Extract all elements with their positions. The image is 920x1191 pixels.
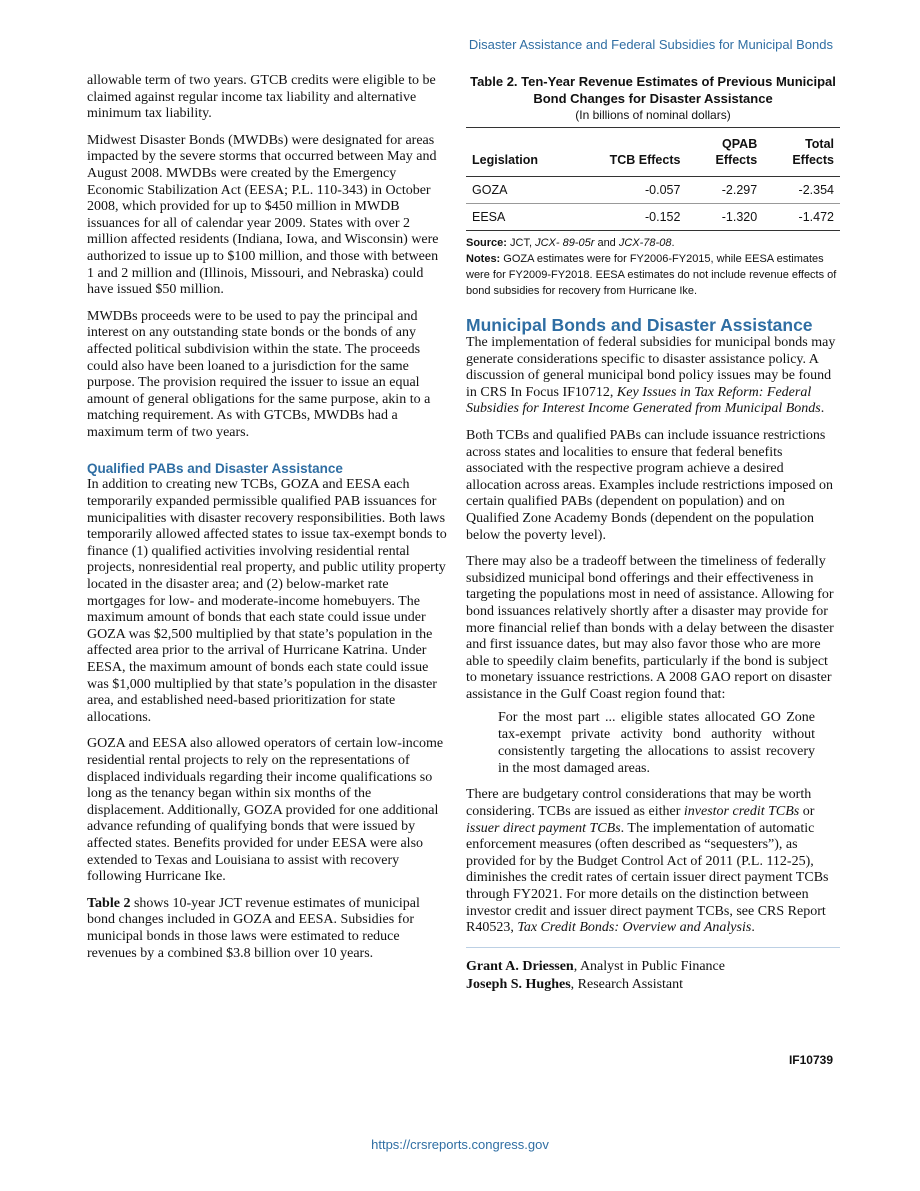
left-column xyxy=(87,73,447,972)
column-header: Total Effects xyxy=(763,128,840,177)
section-heading: Municipal Bonds and Disaster Assistance xyxy=(466,315,813,335)
author-line: Grant A. Driessen, Analyst in Public Finance xyxy=(466,958,725,974)
document-id: IF10739 xyxy=(788,1053,833,1067)
paragraph-text: shows 10-year JCT revenue estimates of municipal bond changes included in GOZA and EESA. Subsidies for municipal bonds in those laws were estimated to reduce revenues by a combined $3.8 billion over 10 years. xyxy=(87,895,420,961)
revenue-table-block xyxy=(466,73,840,299)
paragraph: GOZA and EESA also allowed operators of certain low-income residential rental projects to rely on the representations of displaced individuals regarding their income qualifications so long as the tenancy began within six months of the displacement. Additionally, GOZA provided for one additional advance refunding of qualifying bonds that were issued by affected states. Benefits provided for under EESA were also extended to Texas and Louisiana to assist with recovery following Hurricane Ike. xyxy=(87,736,444,885)
paragraph: There may also be a tradeoff between the timeliness of federally subsidized municipal bond offerings and their effectiveness in targeting the populations most in need of assistance. Allowing for bond issuances relatively shortly after a disaster may provide for more financial relief than bonds with a delay between the disaster and first issuance dates, but may also favor those who are more able to speedily claim benefits, particularly if the bond is subject to monetary issuance restrictions. A 2008 GAO report on disaster assistance in the Gulf Coast region found that: xyxy=(466,554,834,702)
running-header: Disaster Assistance and Federal Subsidies for Municipal Bonds xyxy=(468,37,833,52)
block-quote: For the most part ... eligible states allocated GO Zone tax-exempt private activity bond authority without consistently targeting the allocations to assist recovery in the most damaged areas. xyxy=(498,710,815,777)
table-cell: -0.057 xyxy=(568,177,686,204)
paragraph xyxy=(87,896,447,962)
table-notes: Notes: GOZA estimates were for FY2006-FY2015, while EESA estimates were for FY2009-FY2018. EESA estimates do not include revenue effects of bond subsidies for recovery from Hurricane Ike. xyxy=(466,253,837,297)
table-header-row xyxy=(466,128,840,177)
table-cell: -1.472 xyxy=(798,210,834,224)
table-cell: -2.354 xyxy=(763,177,840,204)
paragraph: allowable term of two years. GTCB credits were eligible to be claimed against regular income tax liability and alternative minimum tax liability. xyxy=(87,73,436,122)
author-divider xyxy=(466,947,840,948)
table-cell: EESA xyxy=(472,210,506,224)
column-header: QPAB Effects xyxy=(686,128,763,177)
table-cell: -1.320 xyxy=(721,210,758,224)
table-title: Table 2. Ten-Year Revenue Estimates of Previous Municipal Bond Changes for Disaster Assistance xyxy=(470,74,836,106)
revenue-table xyxy=(466,127,840,231)
paragraph: There are budgetary control considerations that may be worth considering. TCBs are issued as either investor credit TCBs or issuer direct payment TCBs. The implementation of automatic enforcement measures (often described as “sequesters”), as provided for by the Budget Control Act of 2011 (P.L. 112-25), diminishes the credit rates of certain issuer direct payment TCBs through FY2021. For more details on the distinction between investor credit and issuer direct payment TCBs, see CRS Report R40523, Tax Credit Bonds: Overview and Analysis. xyxy=(466,787,829,936)
table-row xyxy=(466,204,840,231)
column-header: TCB Effects xyxy=(568,128,686,177)
table-cell: GOZA xyxy=(466,177,568,204)
table-row xyxy=(466,177,840,204)
table-cell: -2.297 xyxy=(686,177,763,204)
paragraph: MWDBs proceeds were to be used to pay the principal and interest on any outstanding state bonds or the bonds of any affected political subdivision within the state. The proceeds could also have been loaned to a jurisdiction for the same purpose. The provision required the issuer to issue an equal amount of general obligations for the same purpose, akin to a matching requirement. As with GTCBs, MWDBs had a maximum term of two years. xyxy=(87,308,431,440)
author-line: Joseph S. Hughes, Research Assistant xyxy=(466,976,684,992)
column-header: Legislation xyxy=(466,128,568,177)
paragraph: Both TCBs and qualified PABs can include issuance restrictions across states and localities to ensure that federal benefits associated with the respective program achieve a desired allocation across areas. Examples include restrictions imposed on certain qualified PABs (dependent on population) and on Qualified Zone Academy Bonds (dependent on the population below the poverty level). xyxy=(466,427,834,543)
paragraph: Midwest Disaster Bonds (MWDBs) were designated for areas impacted by the severe storms that occurred between May and August 2008. MWDBs were created by the Emergency Economic Stabilization Act (EESA; P.L. 110-343) in October 2008, which provided for up to $450 million in MWDB issuances for all of calendar year 2009. States with over 2 million affected residents (Indiana, Iowa, and Wisconsin) were authorized to issue up to $100 million, and those with between 1 and 2 million and (Illinois, Missouri, and Nebraska) could have issued $50 million. xyxy=(87,132,439,298)
table-subtitle: (In billions of nominal dollars) xyxy=(575,108,731,122)
paragraph: The implementation of federal subsidies for municipal bonds may generate considerations specific to disaster assistance policy. A discussion of general municipal bond policy issues may be found in CRS In Focus IF10712, Key Issues in Tax Reform: Federal Subsidies for Interest Income Generated from Municipal Bonds. xyxy=(466,335,836,417)
table-reference: Table 2 xyxy=(87,895,131,911)
table-cell: -0.152 xyxy=(645,210,681,224)
right-column xyxy=(466,73,840,994)
table-source: Source: JCT, JCX- 89-05r and JCX-78-08. xyxy=(466,237,675,249)
footer-link[interactable]: https://crsreports.congress.gov xyxy=(371,1137,549,1152)
paragraph: In addition to creating new TCBs, GOZA and EESA each temporarily expanded permissible qualified PAB issuances for municipalities with disaster recovery responsibilities. Both laws temporarily allowed affected states to issue tax-exempt bonds to finance (1) qualified activities involving residential rental projects, nonresidential real property, and public utility property located in the disaster area; and (2) below-market rate mortgages for low- and moderate-income homebuyers. The maximum amount of bonds that each state could issue under GOZA was $2,500 multiplied by that state’s population in the affected area prior to the arrival of Hurricane Katrina. Under EESA, the maximum amount of bonds each state could issue was $1,000 multiplied by that state’s population in the disaster area, and established need-based prioritization for state allocations. xyxy=(87,477,447,725)
subsection-heading: Qualified PABs and Disaster Assistance xyxy=(87,461,343,477)
